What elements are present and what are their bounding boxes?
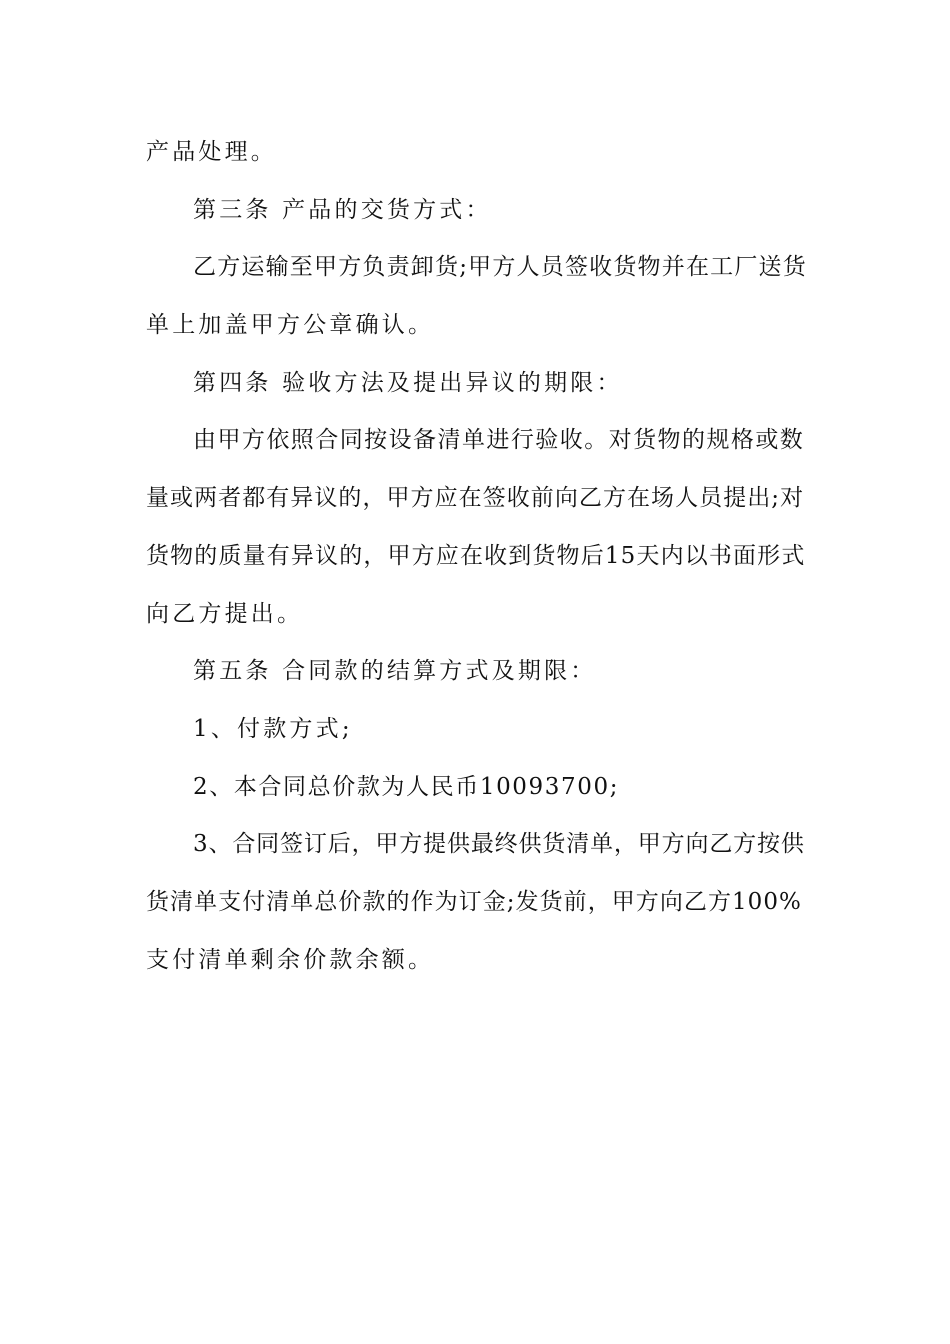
text-line: 支付清单剩余价款余额。 [146, 946, 435, 973]
list-item: 1、付款方式; [193, 715, 353, 742]
text-line: 单上加盖甲方公章确认。 [146, 312, 435, 339]
text-line: 乙方运输至甲方负责卸货;甲方人员签收货物并在工厂送货 [193, 254, 807, 281]
text-line: 货物的质量有异议的，甲方应在收到货物后15天内以书面形式 [146, 542, 806, 569]
list-item: 2、本合同总价款为人民币10093700; [193, 773, 620, 800]
list-item: 3、合同签订后，甲方提供最终供货清单，甲方向乙方按供 [193, 831, 805, 858]
text-line: 货清单支付清单总价款的作为订金;发货前，甲方向乙方100% [146, 888, 802, 915]
document-body [146, 130, 808, 995]
article-heading: 第四条 验收方法及提出异议的期限： [193, 369, 623, 396]
article-heading: 第三条 产品的交货方式： [193, 196, 492, 223]
text-line: 量或两者都有异议的，甲方应在签收前向乙方在场人员提出;对 [146, 485, 805, 512]
text-line: 向乙方提出。 [146, 600, 304, 627]
text-line: 产品处理。 [146, 139, 277, 165]
article-heading: 第五条 合同款的结算方式及期限： [193, 658, 597, 685]
text-line: 由甲方依照合同按设备清单进行验收。对货物的规格或数 [193, 427, 805, 454]
